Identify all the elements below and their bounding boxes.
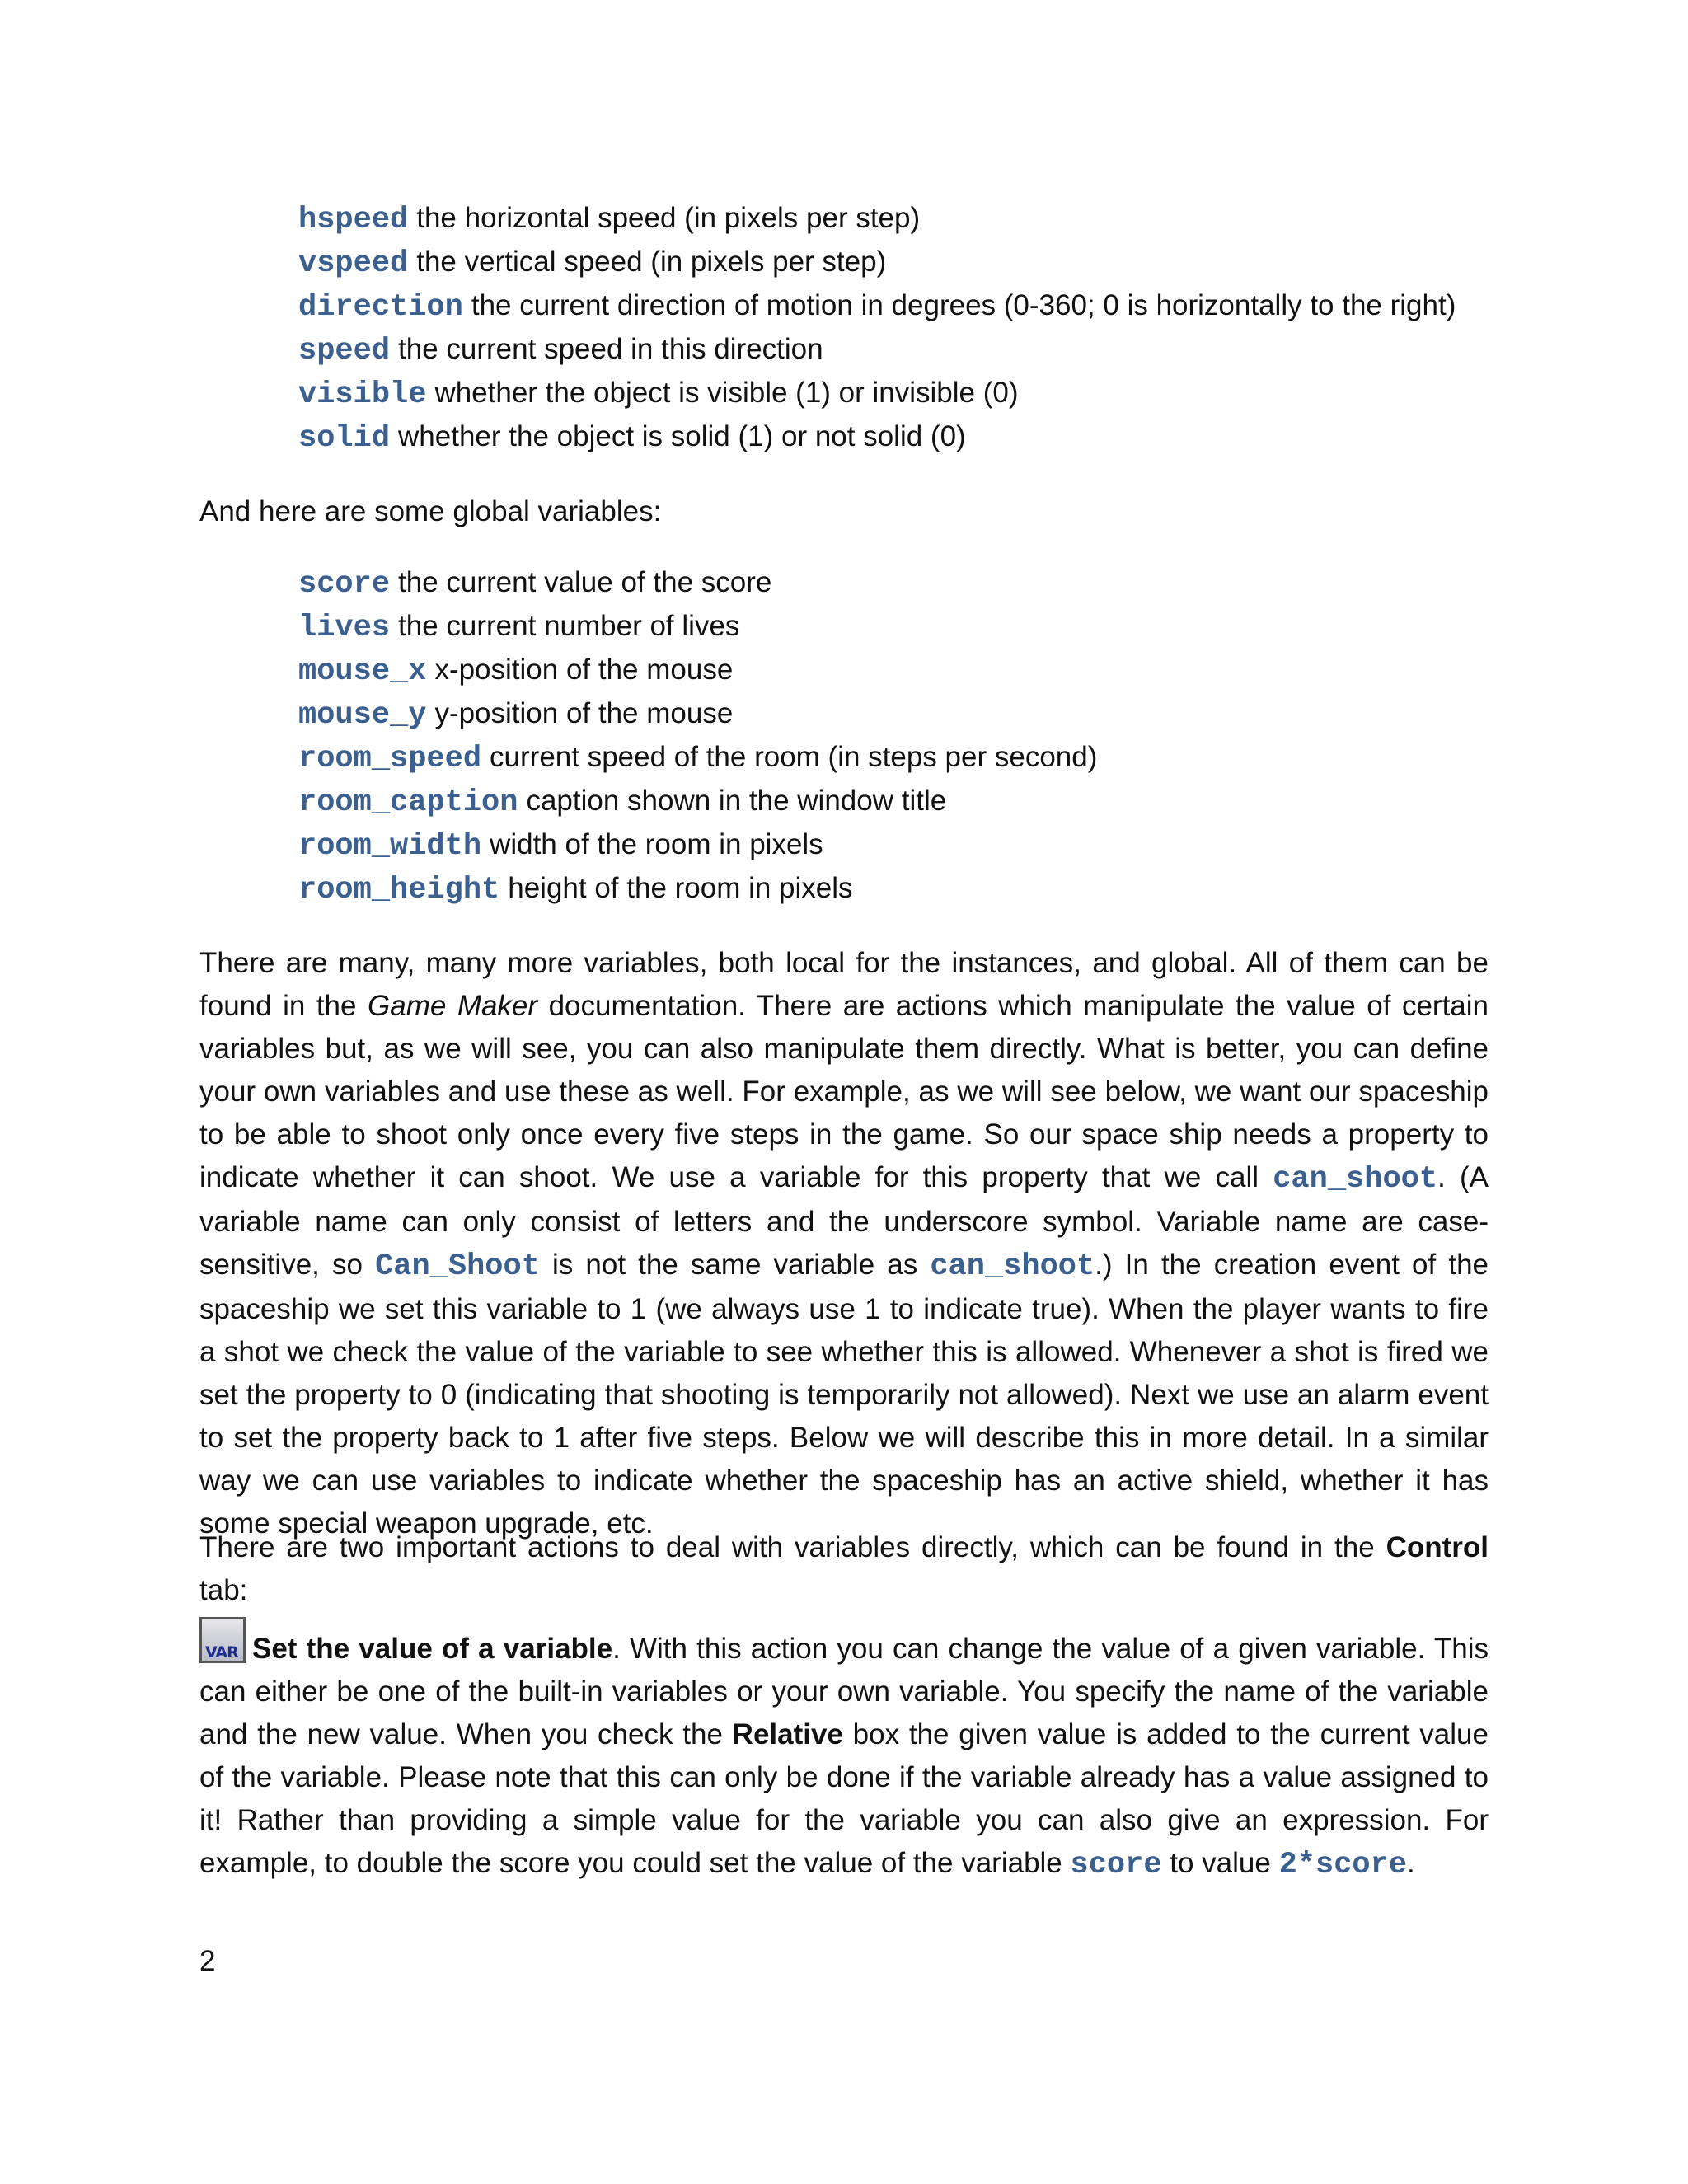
- variable-description: the current speed in this direction: [398, 333, 823, 365]
- variable-description: caption shown in the window title: [526, 785, 947, 817]
- code-double-score: 2*score: [1278, 1848, 1408, 1882]
- variable-name: mouse_y: [298, 698, 427, 733]
- text-segment: documentation. There are actions which manipulate the value of certain variables but, as we will see, you can also manipulate them directly. What is better, you can define your own variables and use these as well. For example, as we will see below, we want our spaceship to be able to shoot only once every five steps in the game. So our space ship needs a property to indicate whether it can shoot. We use a variable for this property that we call: [199, 990, 1489, 1193]
- global-variables-intro: And here are some global variables:: [199, 495, 662, 527]
- global-variables-list: [298, 560, 1097, 910]
- game-maker-title: Game Maker: [368, 990, 538, 1022]
- variable-name: solid: [298, 421, 391, 456]
- variable-description: the vertical speed (in pixels per step): [416, 246, 887, 278]
- list-item: [298, 371, 1456, 415]
- variable-name: hspeed: [298, 203, 409, 237]
- list-item: [298, 196, 1456, 240]
- list-item: [298, 604, 1097, 648]
- text-segment: . With this action you can change the value of a given variable. This can either be one of the built-in variables or your own variable. You specify the name of the variable and the new value. When you check the: [199, 1633, 1489, 1750]
- variable-name: room_height: [298, 873, 500, 907]
- code-can-shoot: can_shoot: [1273, 1162, 1438, 1197]
- variable-description: the current number of lives: [398, 610, 740, 642]
- list-item: [298, 779, 1097, 823]
- page-number: 2: [199, 1945, 216, 1977]
- variable-name: room_width: [298, 829, 482, 864]
- text-segment: is not the same variable as: [539, 1249, 931, 1281]
- variable-name: room_caption: [298, 785, 518, 820]
- text-segment: There are two important actions to deal with variables directly, which can be found in the: [199, 1531, 1386, 1563]
- list-item: [298, 691, 1097, 735]
- text-segment: tab:: [199, 1574, 248, 1606]
- variables-paragraph: [199, 942, 1489, 1545]
- variable-name: score: [298, 567, 391, 602]
- variable-description: height of the room in pixels: [508, 872, 853, 904]
- list-item: [298, 415, 1456, 458]
- variable-name: direction: [298, 290, 463, 325]
- variable-name: vspeed: [298, 246, 409, 281]
- action-title: Set the value of a variable: [252, 1633, 613, 1665]
- local-variables-list: [298, 196, 1456, 458]
- text-segment: .: [1407, 1847, 1415, 1879]
- list-item: [298, 560, 1097, 604]
- variable-name: room_speed: [298, 742, 482, 776]
- list-item: [298, 648, 1097, 691]
- text-segment: box the given value is added to the current value of the variable. Please note that this can only be done if the variable already has a value assigned to it! Rather than providing a simple value for the variable you can also give an expression. For example, to double the score you could set the value of the variable: [199, 1718, 1489, 1879]
- list-item: [298, 284, 1456, 327]
- variable-description: y-position of the mouse: [434, 697, 734, 729]
- list-item: [298, 823, 1097, 866]
- relative-checkbox-label: Relative: [732, 1718, 843, 1750]
- variable-name: visible: [298, 377, 427, 412]
- control-tab-label: Control: [1386, 1531, 1489, 1563]
- code-can-shoot-capitalized: Can_Shoot: [375, 1249, 540, 1284]
- variable-description: the horizontal speed (in pixels per step): [416, 202, 921, 234]
- var-action-icon: [199, 1617, 246, 1663]
- text-segment: There are many, many more variables, both local for the instances, and global. All of them can be found in the: [199, 947, 1489, 1022]
- text-segment: . (A variable name can only consist of letters and the underscore symbol. Variable name are case-sensitive, so: [199, 1161, 1489, 1281]
- variable-description: current speed of the room (in steps per second): [490, 741, 1098, 773]
- variable-description: the current value of the score: [398, 566, 772, 598]
- variable-description: whether the object is visible (1) or invisible (0): [434, 377, 1019, 409]
- code-can-shoot: can_shoot: [930, 1249, 1095, 1284]
- list-item: [298, 735, 1097, 779]
- text-segment: to value: [1161, 1847, 1279, 1879]
- variable-description: the current direction of motion in degrees (0-360; 0 is horizontally to the right): [471, 289, 1456, 321]
- list-item: [298, 240, 1456, 284]
- text-segment: .) In the creation event of the spaceship we set this variable to 1 (we always use 1 to indicate true). When the player wants to fire a shot we check the value of the variable to see whether this is allowed. Whenever a shot is fired we set the property to 0 (indicating that shooting is temporarily not allowed). Next we use an alarm event to set the property back to 1 after five steps. Below we will describe this in more detail. In a similar way we can use variables to indicate whether the spaceship has an active shield, whether it has some special weapon upgrade, etc.: [199, 1249, 1489, 1540]
- set-variable-paragraph: [199, 1617, 1489, 1886]
- variable-description: whether the object is solid (1) or not solid (0): [398, 420, 966, 452]
- variable-name: speed: [298, 334, 391, 368]
- variable-name: mouse_x: [298, 654, 427, 689]
- list-item: [298, 327, 1456, 371]
- var-icon-label: VAR: [205, 1643, 238, 1661]
- code-score: score: [1070, 1848, 1162, 1882]
- actions-intro-paragraph: [199, 1526, 1489, 1612]
- variable-name: lives: [298, 611, 391, 645]
- variable-description: width of the room in pixels: [490, 828, 823, 860]
- list-item: [298, 866, 1097, 910]
- variable-description: x-position of the mouse: [434, 654, 734, 686]
